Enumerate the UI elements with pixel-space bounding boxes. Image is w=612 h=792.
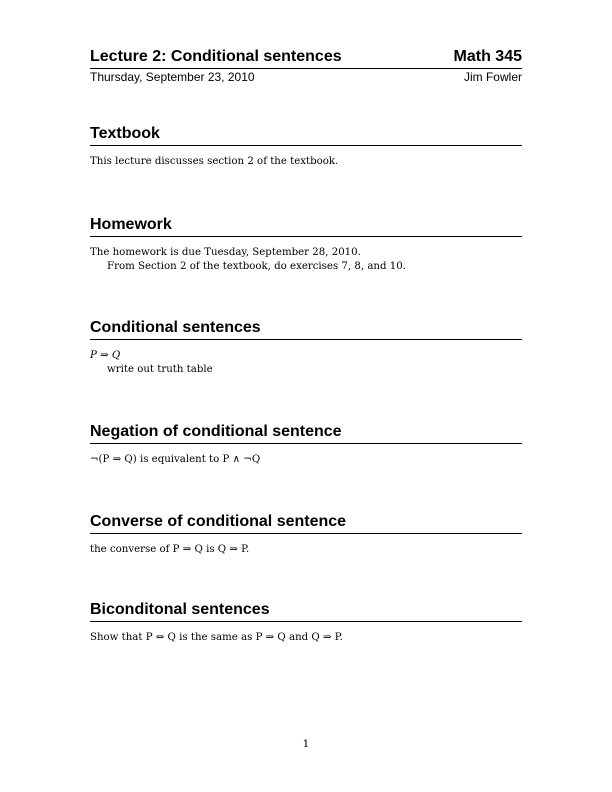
section-rule — [90, 145, 522, 146]
section-converse — [90, 512, 522, 557]
section-text: the converse of P ⇒ Q is Q ⇒ P. — [90, 544, 250, 555]
section-conditional — [90, 318, 522, 377]
section-rule — [90, 339, 522, 340]
section-rule — [90, 621, 522, 622]
section-title: Negation of conditional sentence — [90, 423, 342, 440]
section-title: Conditional sentences — [90, 319, 261, 336]
section-text: This lecture discusses section 2 of the textbook. — [90, 156, 339, 167]
section-biconditional — [90, 600, 522, 645]
section-title: Biconditonal sentences — [90, 601, 270, 618]
section-title: Textbook — [90, 125, 160, 142]
document-page — [90, 48, 522, 643]
lecture-date: Thursday, September 23, 2010 — [90, 70, 255, 84]
section-rule — [90, 443, 522, 444]
section-title: Homework — [90, 216, 172, 233]
course-name: Math 345 — [453, 48, 522, 65]
section-text: ¬(P ⇒ Q) is equivalent to P ∧ ¬Q — [90, 454, 261, 465]
section-text: The homework is due Tuesday, September 28, 2010. — [90, 247, 361, 258]
section-title: Converse of conditional sentence — [90, 513, 347, 530]
section-text: Show that P ⇔ Q is the same as P ⇒ Q and Q ⇒ P. — [90, 632, 343, 643]
section-textbook — [90, 124, 522, 169]
page-number: 1 — [302, 738, 310, 750]
section-rule — [90, 533, 522, 534]
section-homework — [90, 215, 522, 274]
section-text: write out truth table — [107, 364, 213, 375]
document-header — [90, 48, 522, 84]
lecture-title: Lecture 2: Conditional sentences — [90, 48, 342, 65]
section-rule — [90, 236, 522, 237]
header-rule — [90, 68, 522, 69]
section-text: From Section 2 of the textbook, do exercises 7, 8, and 10. — [107, 261, 406, 272]
section-negation — [90, 422, 522, 467]
author-name: Jim Fowler — [463, 70, 522, 84]
conditional-formula: P ⇒ Q — [90, 350, 121, 361]
